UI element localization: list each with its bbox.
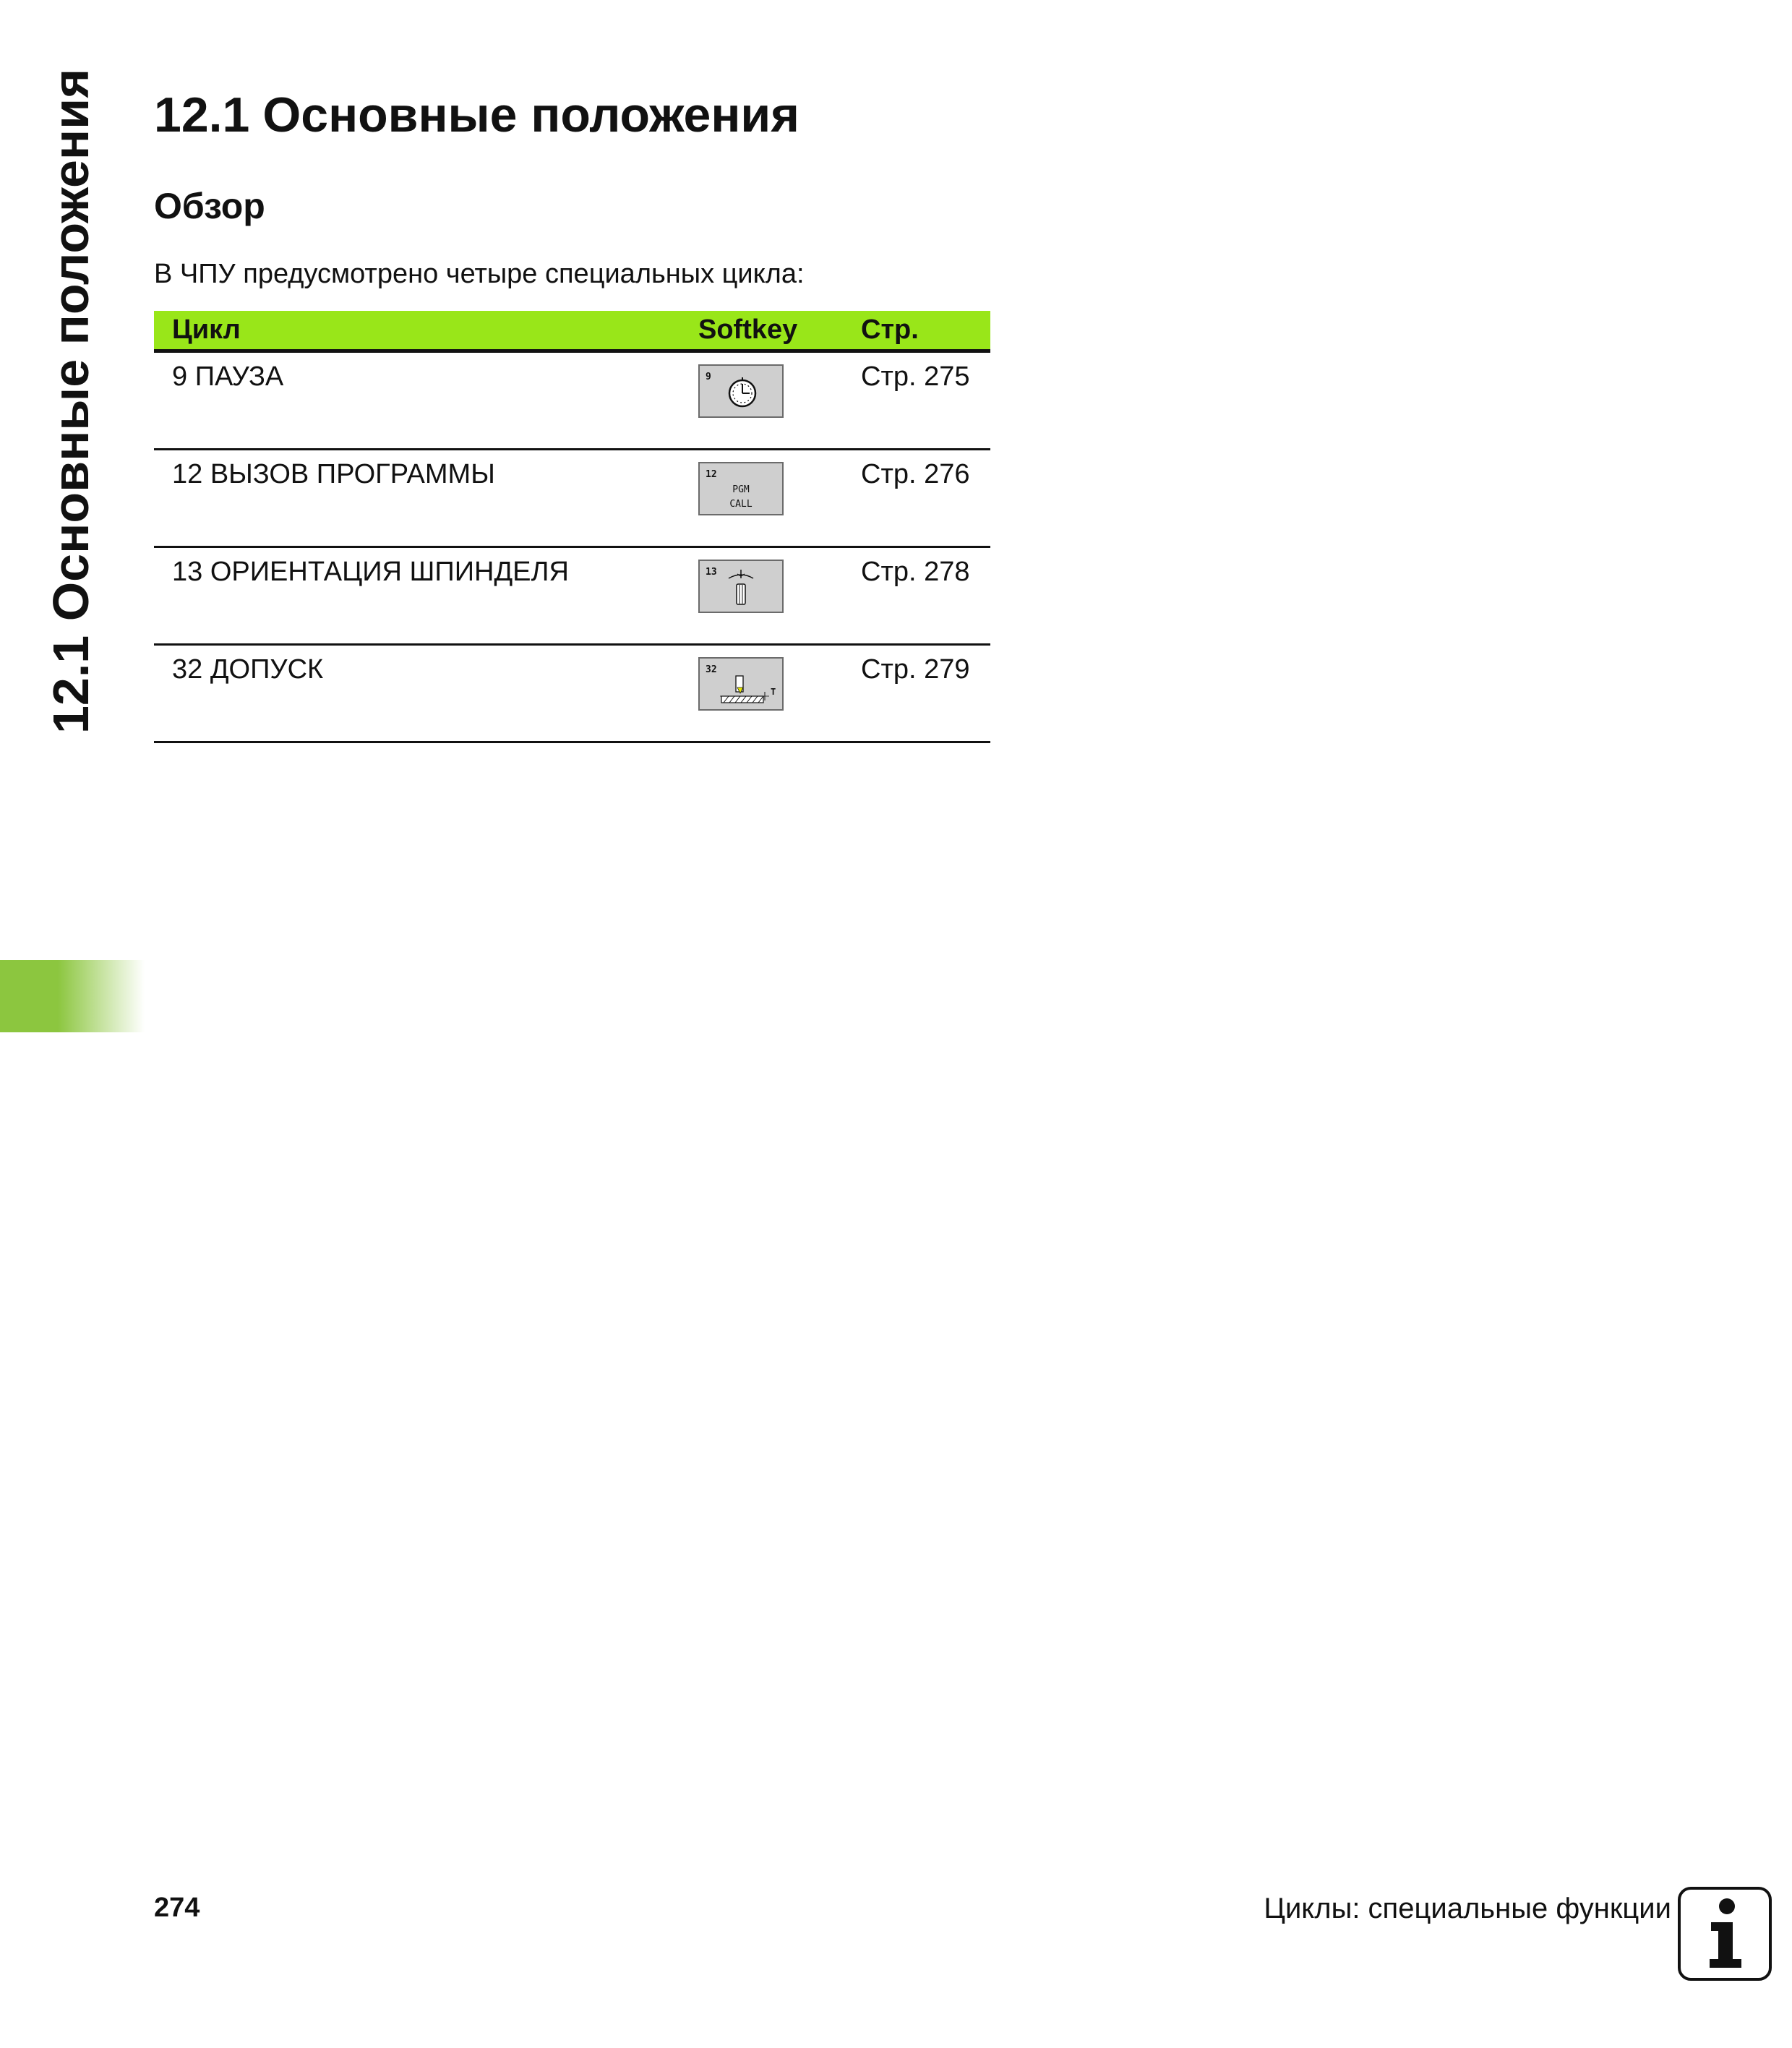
tolerance-icon xyxy=(700,659,782,709)
cycles-table xyxy=(154,311,990,743)
cycle-name: 13 ОРИЕНТАЦИЯ ШПИНДЕЛЯ xyxy=(154,547,698,645)
side-chapter-title: 12.1 Основные положения xyxy=(43,68,99,734)
pgm-call-softkey[interactable] xyxy=(698,462,784,515)
table-row xyxy=(154,547,990,645)
softkey-number: 13 xyxy=(706,567,717,578)
page-ref: Стр. 276 xyxy=(861,450,990,547)
page-number: 274 xyxy=(154,1893,200,1923)
chapter-tab-marker xyxy=(0,960,145,1032)
table-row xyxy=(154,645,990,742)
header-softkey: Softkey xyxy=(698,311,861,351)
softkey-number: 12 xyxy=(706,469,717,480)
pgm-call-icon xyxy=(700,463,782,514)
cycle-name: 9 ПАУЗА xyxy=(154,351,698,450)
header-cycle: Цикл xyxy=(154,311,698,351)
page-ref: Стр. 279 xyxy=(861,645,990,742)
chapter-number: 12.1 xyxy=(154,87,250,142)
softkey-number: 9 xyxy=(706,372,711,382)
cycle-name: 32 ДОПУСК xyxy=(154,645,698,742)
softkey-letter: T xyxy=(771,687,776,697)
intro-text: В ЧПУ предусмотрено четыре специальных цикла: xyxy=(154,259,805,289)
chapter-title xyxy=(154,88,799,142)
table-row xyxy=(154,450,990,547)
softkey-cell xyxy=(698,645,861,742)
info-icon[interactable] xyxy=(1678,1887,1772,1981)
softkey-cell xyxy=(698,351,861,450)
softkey-cell xyxy=(698,547,861,645)
table-row xyxy=(154,351,990,450)
dwell-time-softkey[interactable] xyxy=(698,364,784,418)
table-header-row xyxy=(154,311,990,351)
spindle-orientation-icon xyxy=(700,561,782,612)
cycle-name: 12 ВЫЗОВ ПРОГРАММЫ xyxy=(154,450,698,547)
footer-chapter-name: Циклы: специальные функции xyxy=(1264,1893,1671,1924)
dwell-time-clock-icon xyxy=(700,366,782,416)
page-ref: Стр. 278 xyxy=(861,547,990,645)
chapter-title-text: Основные положения xyxy=(262,87,799,142)
softkey-line-call: CALL xyxy=(729,499,753,510)
tolerance-softkey[interactable] xyxy=(698,657,784,711)
softkey-cell xyxy=(698,450,861,547)
page-ref: Стр. 275 xyxy=(861,351,990,450)
spindle-orientation-softkey[interactable] xyxy=(698,560,784,613)
header-page: Стр. xyxy=(861,311,990,351)
softkey-line-pgm: PGM xyxy=(732,484,750,495)
softkey-number: 32 xyxy=(706,664,717,675)
section-title: Обзор xyxy=(154,186,265,226)
